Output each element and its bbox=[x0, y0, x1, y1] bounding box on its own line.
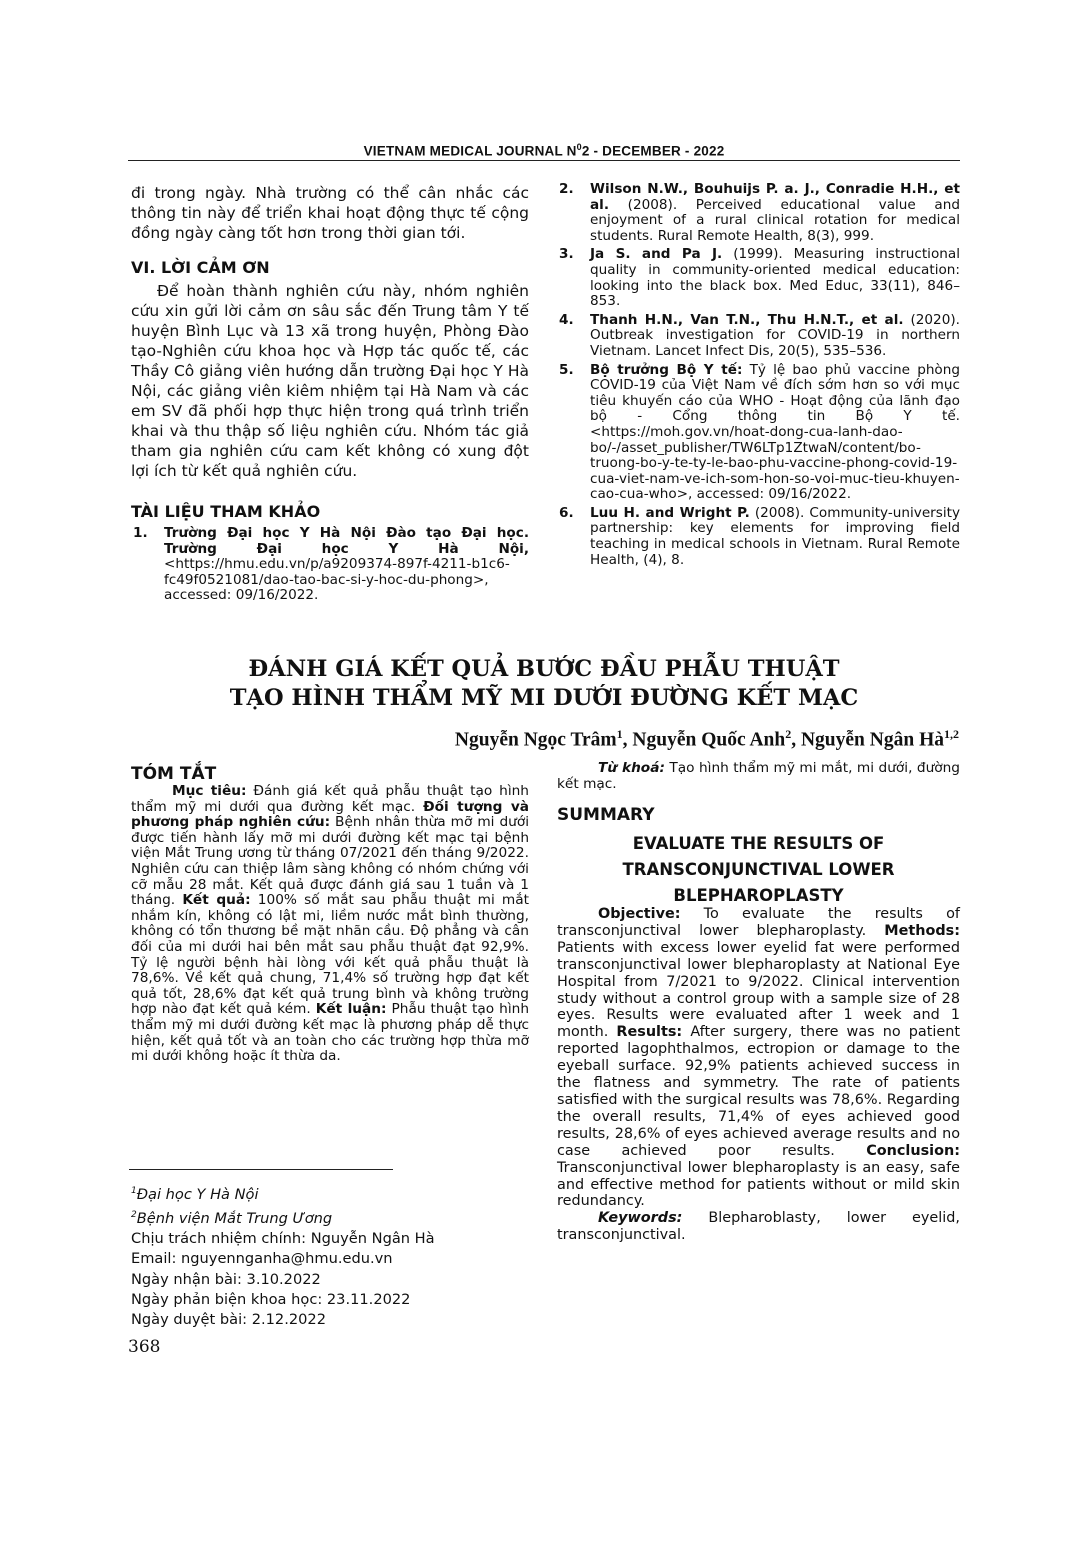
author-name: Nguyễn Ngọc Trâm bbox=[454, 729, 617, 751]
journal-header bbox=[128, 142, 960, 162]
keywords-label-vi: Từ khoá: bbox=[598, 760, 665, 776]
results-text-vi: 100% số mắt sau phẫu thuật mi mắt nhắm kín, không có lật mi, liềm nước mắt bình thường, không có tổn thương bề mặt nhãn cầu. Độ phẳng và cân đối của mi dưới hai bên mắt sau phẫu thuật đạt 92,9%. Tỷ lệ người bệnh hài lòng với kết quả phẫu thuật là 78,6%. Về kết quả chung, 71,4% số trường hợp đạt kết quả tốt, 28,6% đạt kết quả trung bình và không trường hợp nào đạt kết quả kém. bbox=[131, 892, 530, 1018]
date-reviewed: Ngày phản biện khoa học: 23.11.2022 bbox=[131, 1290, 411, 1308]
tomtat-body bbox=[131, 784, 529, 1065]
results-label-vi: Kết quả: bbox=[182, 892, 251, 909]
objective-label-en: Objective: bbox=[598, 906, 681, 922]
keywords-paragraph bbox=[557, 1210, 960, 1244]
keywords-text-vi: Tạo hình thẩm mỹ mi mắt, mi dưới, đường kết mạc. bbox=[557, 760, 960, 792]
reference-number: 1. bbox=[133, 525, 148, 541]
affiliation-sup: 1 bbox=[131, 1186, 137, 1196]
author-affiliation-sup: 1 bbox=[616, 727, 623, 741]
author-name: Nguyễn Quốc Anh bbox=[632, 729, 786, 751]
methods-label-vi: Đối tượng và phương pháp nghiên cứu: bbox=[131, 798, 529, 831]
results-label-en: Results: bbox=[616, 1024, 683, 1041]
tomtat-heading: TÓM TẮT bbox=[131, 764, 217, 784]
reference-item bbox=[557, 363, 960, 503]
footnotes bbox=[131, 1181, 435, 1330]
author-affiliation-sup: 2 bbox=[785, 727, 792, 741]
references-list-left bbox=[131, 526, 529, 607]
reference-number: 4. bbox=[559, 311, 574, 328]
reference-details: <https://hmu.edu.vn/p/a9209374-897f-4211-b1c6-fc49f0521081/dao-tao-bac-si-y-hoc-du-phong>, accessed: 09/16/2022. bbox=[164, 556, 510, 604]
acknowledgement-body bbox=[131, 281, 529, 481]
summary-body bbox=[557, 906, 960, 1244]
summary-title-line2: TRANSCONJUNCTIVAL LOWER bbox=[622, 860, 895, 879]
methods-text-vi: Bệnh nhân thừa mỡ mi dưới được tiến hành lấy mỡ mi dưới đường kết mạc tại bệnh viện Mắt Trung ương từ tháng 07/2021 đến tháng 9/2022. Nghiên cứu can thiệp lâm sàng không có nhóm chứng với cỡ mẫu 28 mắt. Kết quả được đánh giá sau 1 tuần và 1 tháng. bbox=[131, 814, 530, 909]
reference-number: 2. bbox=[559, 181, 574, 197]
continuation-paragraph: đi trong ngày. Nhà trường có thể cân nhắc các thông tin này để triển khai hoạt động thực tế cộng đồng ngày càng tốt hơn trong thời gian tới. bbox=[131, 184, 529, 242]
summary-heading: SUMMARY bbox=[557, 805, 655, 825]
corresponding-email: Email: nguyennganha@hmu.edu.vn bbox=[131, 1250, 393, 1268]
reference-details: (2020). Outbreak investigation for COVID-19 in northern Vietnam. Lancet Infect Dis, 20(5), 535–536. bbox=[590, 311, 960, 359]
corresponding-author: Chịu trách nhiệm chính: Nguyễn Ngân Hà bbox=[131, 1230, 435, 1248]
acknowledgement-paragraph: Để hoàn thành nghiên cứu này, nhóm nghiên cứu xin gửi lời cảm ơn sâu sắc đến Trung tâm Y tế huyện Bình Lục và 13 xã trong huyện, Phòng Đào tạo-Nghiên cứu khoa học và Hợp tác quốc tế, các Thầy Cô giảng viên hướng dẫn trường Đại học Y Hà Nội, các giảng viên kiêm nhiệm tại Hà Nam và các em SV đã phối hợp thực hiện trong quá trình triển khai và thu thập số liệu nghiên cứu. Nhóm tác giả tham gia nghiên cứu cam kết không có xung đột lợi ích từ kết quả nghiên cứu. bbox=[131, 282, 529, 480]
conclusion-label-vi: Kết luận: bbox=[315, 1001, 387, 1018]
methods-text-en: Patients with excess lower eyelid fat were performed transconjunctival lower blepharoplasty at National Eye Hospital from 7/2021 to 9/2022. Clinical intervention study without a control group with a sample size of 28 eyes. Results were evaluated after 1 week and 1 month. bbox=[557, 939, 960, 1041]
reference-number: 5. bbox=[559, 361, 574, 378]
affiliation-name: Đại học Y Hà Nội bbox=[136, 1185, 259, 1203]
keywords-label-en: Keywords: bbox=[598, 1210, 683, 1227]
tomtat-paragraph bbox=[131, 784, 529, 1065]
methods-label-en: Methods: bbox=[884, 922, 960, 939]
conclusion-text-en: Transconjunctival lower blepharoplasty is an easy, safe and effective method for patients without or mild skin redundancy. bbox=[557, 1159, 960, 1210]
reference-authors: Bộ trưởng Bộ Y tế: bbox=[590, 361, 743, 378]
objective-label-vi: Mục tiêu: bbox=[172, 783, 247, 799]
reference-authors: Thanh H.N., Van T.N., Thu H.N.T., et al. bbox=[590, 311, 904, 328]
article-authors: Nguyễn Ngọc Trâm$^1$, Nguyễn Quốc Anh$^2$, Nguyễn Ngân Hà$^{1,2}$ bbox=[454, 727, 959, 751]
journal-number-sup: 0 bbox=[576, 142, 582, 152]
references-heading: TÀI LIỆU THAM KHẢO bbox=[131, 502, 321, 521]
affiliation-name: Bệnh viện Mắt Trung Ương bbox=[136, 1209, 333, 1227]
reference-authors: Wilson N.W., Bouhuijs P. a. J., Conradie H.H., et al. bbox=[590, 181, 960, 213]
journal-name: VIETNAM MEDICAL JOURNAL N bbox=[363, 143, 577, 159]
reference-item bbox=[557, 182, 960, 244]
keywords-text-en: Blepharoblasty, lower eyelid, transconjunctival. bbox=[557, 1210, 960, 1244]
conclusion-text-vi: Phẫu thuật tạo hình thẩm mỹ mi dưới đường kết mạc là phương pháp dễ thực hiện, kết quả tốt và an toàn cho các trường hợp thừa mỡ mi dưới không hoặc ít thừa da. bbox=[131, 1001, 530, 1065]
author-name: Nguyễn Ngân Hà bbox=[800, 729, 944, 751]
date-accepted: Ngày duyệt bài: 2.12.2022 bbox=[131, 1310, 326, 1328]
journal-issue: 2 - DECEMBER - 2022 bbox=[581, 143, 725, 159]
reference-details: (2008). Community-university partnership: key elements for improving field teaching in medical schools in Vietnam. Rural Remote Health, (4), 8. bbox=[590, 504, 961, 568]
article-title-line2: TẠO HÌNH THẨM MỸ MI DƯỚI ĐƯỜNG KẾT MẠC bbox=[229, 685, 859, 711]
article-title bbox=[128, 655, 960, 713]
results-text-en: After surgery, there was no patient reported lagophthalmos, ectropion or damage to the eyeball surface. 92,9% patients achieved success in the flatness and symmetry. The rate of patients satisfied with the surgical results was 78,6%. Regarding the overall results, 71,4% of eyes achieved good results, 28,6% of eyes achieved average results and no case achieved poor results. bbox=[557, 1024, 961, 1159]
affiliation-sup: 2 bbox=[131, 1210, 137, 1221]
reference-details: Tỷ lệ bao phủ vaccine phòng COVID-19 của Việt Nam về đích sớm hơn so với mục tiêu khuyến cáo của WHO - Hoạt động của lãnh đạo bộ - Cổng thông tin Bộ Y tế. <https://moh.gov.vn/hoat-dong-cua-lanh-dao-bo/-/asset_publisher/TW6LTp1ZtwaN/content/bo-truong-bo-y-te-ty-le-bao-phu-vaccine-phong-covid-19-cua-viet-nam-ve-ich-som-hon-so-voi-muc-tieu-khuyen-cao-cua-who>, accessed: 09/16/2022. bbox=[590, 361, 960, 503]
summary-paragraph bbox=[557, 906, 960, 1210]
summary-title-line3: BLEPHAROPLASTY bbox=[673, 886, 844, 905]
header-rule bbox=[128, 160, 960, 161]
reference-item bbox=[131, 526, 529, 604]
references-list-right bbox=[557, 182, 960, 571]
reference-authors: Luu H. and Wright P. bbox=[590, 504, 750, 521]
previous-article-continuation bbox=[131, 183, 529, 243]
affiliation-1 bbox=[131, 1181, 435, 1205]
reference-item bbox=[557, 313, 960, 360]
article-title-line1: ĐÁNH GIÁ KẾT QUẢ BƯỚC ĐẦU PHẪU THUẬT bbox=[248, 656, 840, 682]
acknowledgement-heading: VI. LỜI CẢM ƠN bbox=[131, 258, 270, 277]
reference-number: 3. bbox=[559, 246, 574, 263]
tukhoa-block bbox=[557, 761, 960, 792]
affiliation-2 bbox=[131, 1205, 435, 1229]
conclusion-label-en: Conclusion: bbox=[866, 1142, 960, 1159]
footnote-rule bbox=[129, 1169, 393, 1170]
reference-details: (2008). Perceived educational value and enjoyment of a rural clinical rotation for medical students. Rural Remote Health, 8(3), 999. bbox=[590, 196, 960, 244]
reference-number: 6. bbox=[559, 504, 574, 521]
reference-details: (1999). Measuring instructional quality in community-oriented medical education: looking into the black box. Med Educ, 33(11), 846–853. bbox=[590, 246, 960, 310]
summary-title bbox=[557, 831, 960, 909]
date-received: Ngày nhận bài: 3.10.2022 bbox=[131, 1270, 321, 1288]
page-number: 368 bbox=[128, 1337, 161, 1357]
summary-title-line1: EVALUATE THE RESULTS OF bbox=[632, 834, 885, 853]
reference-item bbox=[557, 247, 960, 309]
reference-authors: Ja S. and Pa J. bbox=[590, 246, 723, 263]
author-affiliation-sup: 1,2 bbox=[944, 727, 959, 741]
reference-item bbox=[557, 506, 960, 568]
objective-text-vi: Đánh giá kết quả phẫu thuật tạo hình thẩm mỹ mi dưới qua đường kết mạc. bbox=[131, 783, 529, 815]
reference-authors: Trường Đại học Y Hà Nội Đào tạo Đại học. Trường Đại học Y Hà Nội, bbox=[164, 525, 529, 557]
objective-text-en: To evaluate the results of transconjunctival lower blepharoplasty. bbox=[557, 906, 960, 939]
tukhoa-paragraph bbox=[557, 761, 960, 792]
